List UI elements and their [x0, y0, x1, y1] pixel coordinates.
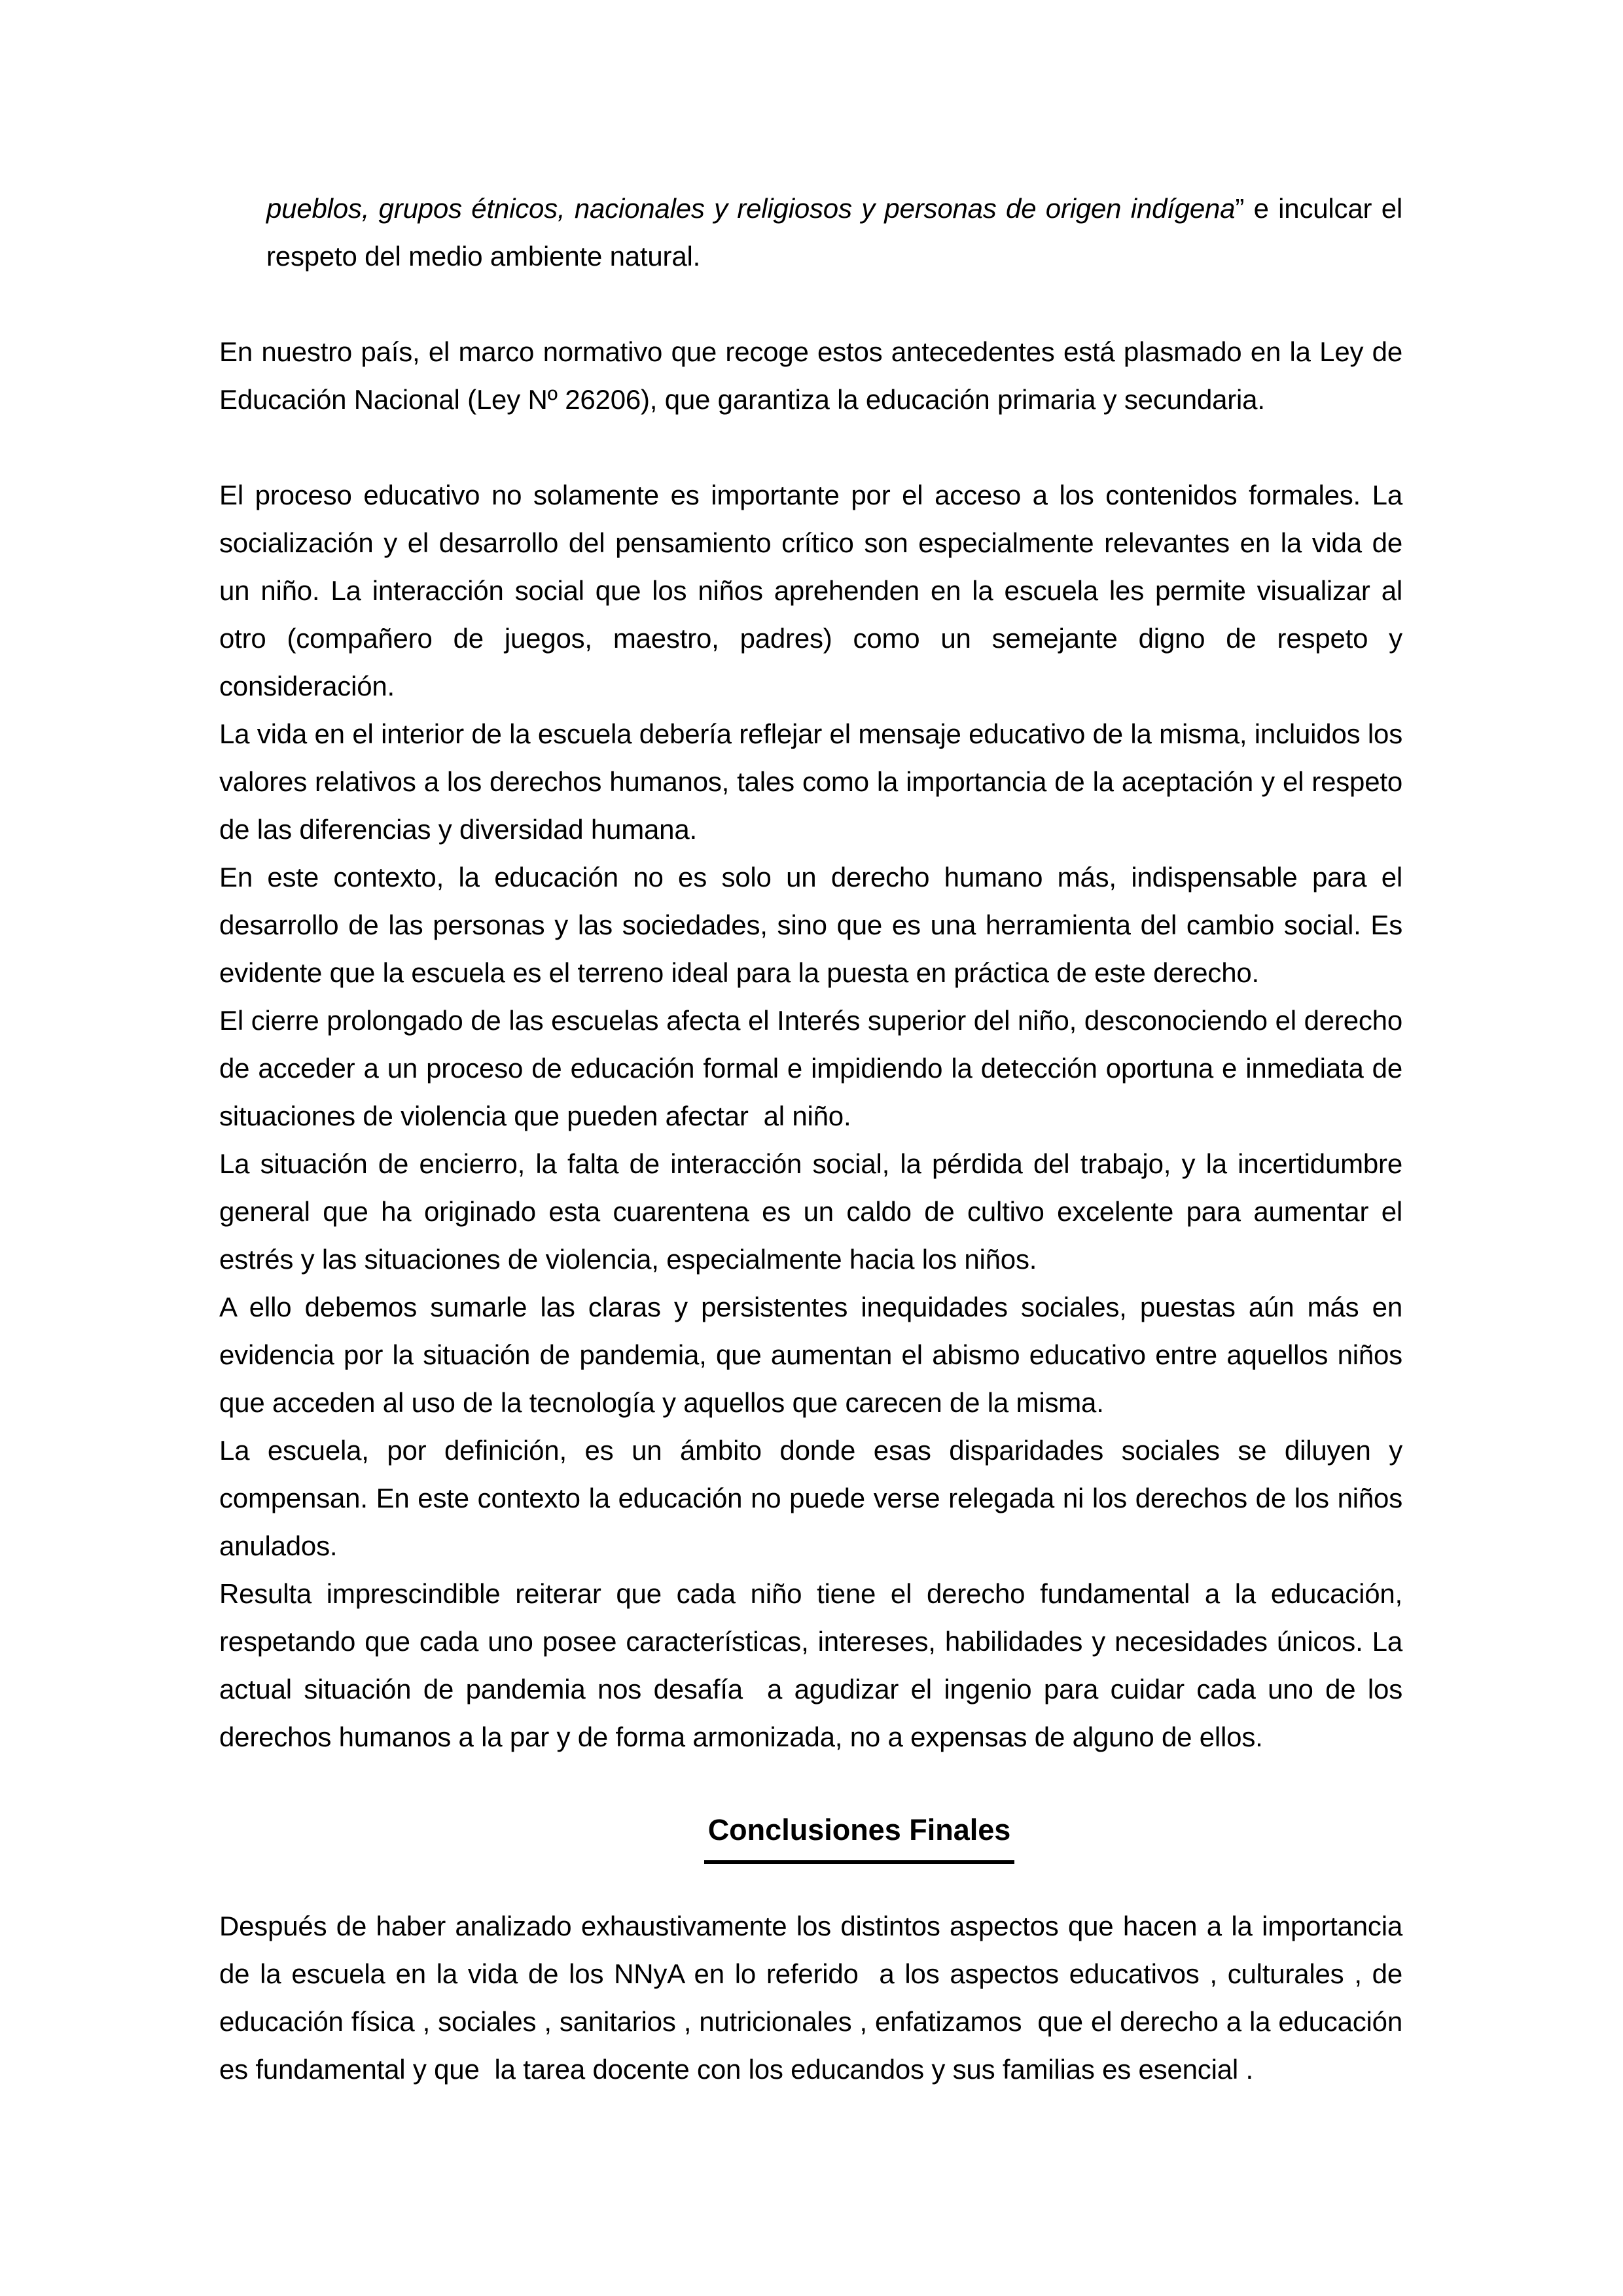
quote-paragraph	[266, 185, 1402, 280]
body-paragraph: El proceso educativo no solamente es importante por el acceso a los contenidos formales. La socialización y el desarrollo del pensamiento crítico son especialmente relevantes en la vida de un niño. La interacción social que los niños aprehenden en la escuela les permite visualizar al otro (compañero de juegos, maestro, padres) como un semejante digno de respeto y consideración.	[219, 480, 1402, 701]
body-paragraph: Resulta imprescindible reiterar que cada niño tiene el derecho fundamental a la educación, respetando que cada uno posee características, intereses, habilidades y necesidades únicos. La actual situación de pandemia nos desafía a agudizar el ingenio para cuidar cada uno de los derechos humanos a la par y de forma armonizada, no a expensas de alguno de ellos.	[219, 1578, 1402, 1752]
body-paragraph: La vida en el interior de la escuela debería reflejar el mensaje educativo de la misma, incluidos los valores relativos a los derechos humanos, tales como la importancia de la aceptación y el respeto de las diferencias y diversidad humana.	[219, 718, 1402, 845]
body-paragraph: A ello debemos sumarle las claras y persistentes inequidades sociales, puestas aún más en evidencia por la situación de pandemia, que aumentan el abismo educativo entre aquellos niños que acceden al uso de la tecnología y aquellos que carecen de la misma.	[219, 1292, 1402, 1418]
body-paragraph: La escuela, por definición, es un ámbito donde esas disparidades sociales se diluyen y compensan. En este contexto la educación no puede verse relegada ni los derechos de los niños anulados.	[219, 1435, 1402, 1561]
section-heading	[219, 1804, 1402, 1864]
body-paragraph: El cierre prolongado de las escuelas afecta el Interés superior del niño, desconociendo el derecho de acceder a un proceso de educación formal e impidiendo la detección oportuna e inmediata de situaciones de violencia que pueden afectar al niño.	[219, 1005, 1402, 1131]
quote-italic-text: pueblos, grupos étnicos, nacionales y religiosos y personas de origen indígena	[266, 193, 1236, 224]
body-paragraph: La situación de encierro, la falta de interacción social, la pérdida del trabajo, y la incertidumbre general que ha originado esta cuarentena es un caldo de cultivo excelente para aumentar el estrés y las situaciones de violencia, especialmente hacia los niños.	[219, 1148, 1402, 1275]
body-text-block	[219, 471, 1402, 1761]
closing-paragraph: Después de haber analizado exhaustivamente los distintos aspectos que hacen a la importancia de la escuela en la vida de los NNyA en lo referido a los aspectos educativos , culturales , de educación física , sociales , sanitarios , nutricionales , enfatizamos que el derecho a la educación es fundamental y que la tarea docente con los educandos y sus familias es esencial .	[219, 1911, 1402, 2085]
quote-regular-text: ” e inculcar el respeto del medio ambiente natural.	[266, 193, 1403, 272]
section-heading-text: Conclusiones Finales	[704, 1804, 1015, 1864]
intro-paragraph: En nuestro país, el marco normativo que recoge estos antecedentes está plasmado en la Ley de Educación Nacional (Ley Nº 26206), que garantiza la educación primaria y secundaria.	[219, 336, 1402, 415]
body-paragraph: En este contexto, la educación no es solo un derecho humano más, indispensable para el desarrollo de las personas y las sociedades, sino que es una herramienta del cambio social. Es evidente que la escuela es el terreno ideal para la puesta en práctica de este derecho.	[219, 862, 1402, 988]
